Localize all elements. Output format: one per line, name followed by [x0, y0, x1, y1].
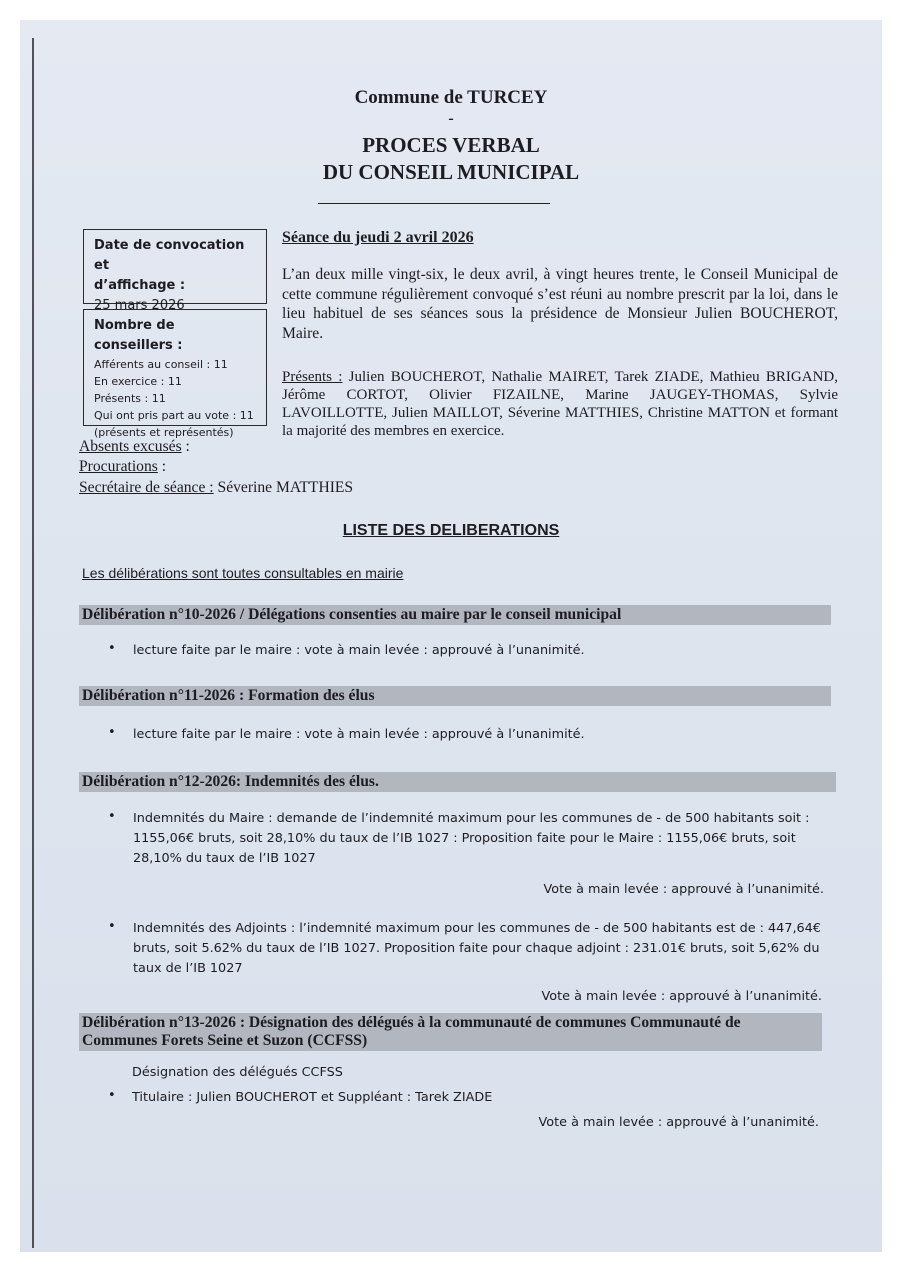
deliberation-10-item: lecture faite par le maire : vote à main levée : approuvé à l’unanimité. — [133, 643, 585, 658]
deliberation-12-item-adjoints: Indemnités des Adjoints : l’indemnité maximum pour les communes de - de 500 habitants est de : 447,64€ bruts, soit 5.62% du taux de l’IB 1027. Proposition faite pour chaque adjoint : 231.01€ bruts, soit 5,62% du taux de l’IB 1027 — [133, 921, 821, 976]
presents-list: Julien BOUCHEROT, Nathalie MAIRET, Tarek ZIADE, Mathieu BRIGAND, Jérôme CORTOT, Olivier FIZAILNE, Marine JAUGEY-THOMAS, Sylvie LAVOILLOTTE, Julien MAILLOT, Séverine MATTHIES, Christine MATTON et formant la majorité des membres en exercice. — [282, 369, 838, 439]
title-line-1: PROCES VERBAL — [362, 133, 540, 157]
deliberation-11-item: lecture faite par le maire : vote à main levée : approuvé à l’unanimité. — [133, 727, 585, 742]
page-fold-line — [32, 38, 34, 1248]
absents-line — [79, 438, 190, 456]
deliberation-13-heading-line-2: Communes Forets Seine et Suzon (CCFSS) — [82, 1032, 368, 1049]
title-line-2: DU CONSEIL MUNICIPAL — [322, 160, 580, 184]
deliberation-12-vote-adjoints: Vote à main levée : approuvé à l’unanimité. — [541, 989, 822, 1004]
bullet-icon: • — [108, 1088, 116, 1103]
title-rule — [318, 203, 550, 204]
seance-intro: L’an deux mille vingt-six, le deux avril, à vingt heures trente, le Conseil Municipal de cette commune régulièrement convoqué s’est réuni au nombre prescrit par la loi, dans le lieu habituel de ses séances sous la présidence de Monsieur Julien BOUCHEROT, Maire. — [282, 266, 838, 342]
convocation-label-1: Date de convocation et — [94, 238, 245, 273]
deliberation-10-heading: Délibération n°10-2026 / Délégations consenties au maire par le conseil municipal — [79, 605, 831, 625]
liste-title: LISTE DES DELIBERATIONS — [342, 522, 560, 539]
bullet-icon: • — [108, 725, 116, 740]
conseillers-label: Nombre de conseillers : — [94, 318, 183, 353]
document-title — [20, 132, 882, 186]
deliberation-12-item-maire: Indemnités du Maire : demande de l’indemnité maximum pour les communes de - de 500 habitants soit : 1155,06€ bruts, soit 28,10% du taux de l’IB 1027 : Proposition faite pour le Maire : 1155,06€ bruts, soit 28,10% du taux de l’IB 1027 — [133, 811, 810, 866]
convocation-date: 25 mars 2026 — [94, 298, 185, 313]
bullet-icon: • — [108, 641, 116, 656]
secretaire-label: Secrétaire de séance : — [79, 479, 214, 496]
conseillers-vote: Qui ont pris part au vote : 11 — [94, 409, 254, 422]
procurations-label: Procurations — [79, 458, 158, 475]
seance-title: Séance du jeudi 2 avril 2026 — [282, 229, 474, 246]
convocation-box — [83, 229, 267, 313]
absents-label: Absents excusés — [79, 438, 182, 455]
secretaire-line — [79, 479, 353, 497]
conseillers-presents: Présents : 11 — [94, 392, 166, 405]
conseillers-afferents: Afférents au conseil : 11 — [94, 358, 228, 371]
conseillers-exercice: En exercice : 11 — [94, 375, 182, 388]
presents-label: Présents : — [282, 369, 343, 385]
procurations-suffix: : — [157, 458, 167, 475]
commune-name: Commune de TURCEY — [354, 87, 548, 108]
convocation-label-2: d’affichage : — [94, 278, 186, 293]
conseillers-box — [83, 309, 267, 439]
document-page — [20, 20, 882, 1252]
deliberation-13-subtitle: Désignation des délégués CCFSS — [132, 1065, 343, 1080]
title-separator: - — [448, 110, 454, 127]
bullet-icon: • — [108, 919, 116, 934]
deliberation-12-heading: Délibération n°12-2026: Indemnités des élus. — [79, 772, 836, 792]
conseillers-vote-note: (présents et représentés) — [94, 426, 234, 439]
deliberation-13-heading — [79, 1013, 822, 1051]
deliberation-11-heading: Délibération n°11-2026 : Formation des élus — [79, 686, 831, 706]
deliberation-13-vote: Vote à main levée : approuvé à l’unanimité. — [538, 1115, 819, 1130]
bullet-icon: • — [108, 809, 116, 824]
absents-suffix: : — [181, 438, 190, 455]
deliberation-12-vote-maire: Vote à main levée : approuvé à l’unanimité. — [543, 882, 824, 897]
secretaire-value: Séverine MATTHIES — [213, 479, 354, 496]
consultables-note: Les délibérations sont toutes consultables en mairie — [82, 565, 404, 581]
deliberation-13-heading-line-1: Délibération n°13-2026 : Désignation des délégués à la communauté de communes Communauté de — [82, 1014, 741, 1031]
deliberation-13-item: Titulaire : Julien BOUCHEROT et Suppléant : Tarek ZIADE — [132, 1090, 493, 1105]
presents-paragraph — [282, 368, 838, 440]
procurations-line — [79, 458, 166, 476]
